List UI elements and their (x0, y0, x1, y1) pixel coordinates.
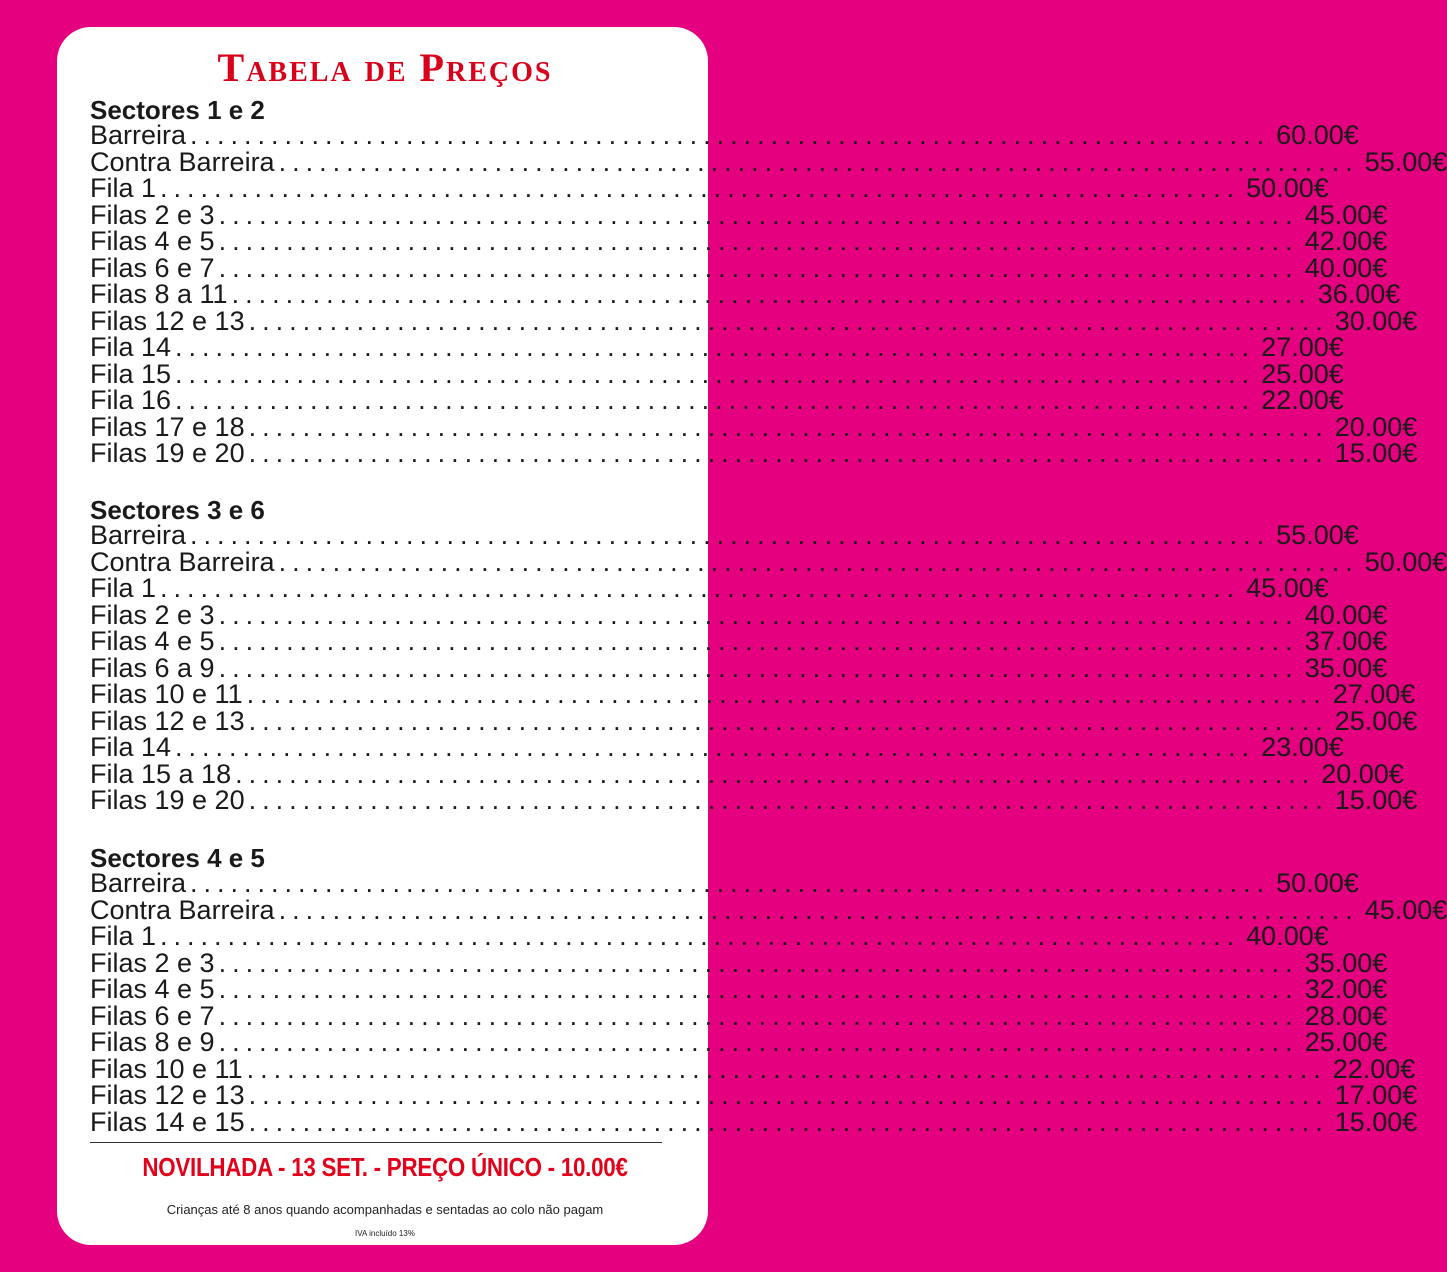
row-label: Filas 6 e 7 (90, 1000, 215, 1031)
row-price: 22.00€ (1261, 385, 1344, 415)
price-row (90, 1000, 1388, 1031)
row-label: Filas 12 e 13 (90, 705, 245, 736)
row-price: 35.00€ (1304, 652, 1388, 683)
row-label: Filas 6 e 7 (90, 252, 215, 283)
price-row (90, 947, 1388, 978)
row-price: 60.00€ (1276, 120, 1359, 150)
row-price: 55.00€ (1276, 520, 1359, 550)
row-label: Filas 6 a 9 (90, 652, 215, 683)
price-row (90, 705, 1418, 736)
price-row (90, 626, 1388, 656)
price-row (90, 1106, 1418, 1137)
dot-leader: ................................................................................ (218, 599, 1299, 630)
dot-leader: ................................................................................ (190, 520, 1271, 550)
row-label: Filas 2 e 3 (90, 947, 215, 978)
row-label: Filas 8 a 11 (90, 279, 228, 309)
price-row (90, 921, 1329, 951)
row-label: Filas 19 e 20 (90, 785, 245, 815)
row-price: 15.00€ (1334, 1106, 1418, 1137)
dot-leader: ................................................................................ (218, 1027, 1299, 1057)
price-row (90, 332, 1344, 362)
row-label: Filas 14 e 15 (90, 1106, 245, 1137)
row-label: Filas 17 e 18 (90, 411, 245, 442)
row-label: Filas 8 e 9 (90, 1027, 215, 1057)
price-row (90, 279, 1401, 309)
row-price: 15.00€ (1334, 438, 1418, 468)
row-price: 15.00€ (1334, 785, 1418, 815)
price-row (90, 438, 1418, 468)
price-row (90, 546, 1447, 577)
dot-leader: ................................................................................ (160, 573, 1241, 603)
row-label: Filas 2 e 3 (90, 599, 215, 630)
dot-leader: ................................................................................ (248, 305, 1329, 336)
dot-leader: ................................................................................ (190, 868, 1271, 898)
row-label: Filas 19 e 20 (90, 438, 245, 468)
row-label: Barreira (90, 520, 187, 550)
price-row (90, 894, 1447, 925)
price-row (90, 226, 1388, 256)
dot-leader: ................................................................................ (175, 385, 1256, 415)
row-label: Filas 10 e 11 (90, 1053, 243, 1084)
children-note: Crianças até 8 anos quando acompanhadas e sentadas ao colo não pagam (166, 1202, 604, 1217)
price-row (90, 679, 1416, 709)
section-heading: Sectores 4 e 5 (90, 843, 265, 873)
tax-note: IVA incluído 13% (355, 1229, 415, 1238)
price-row (90, 758, 1404, 789)
row-price: 35.00€ (1304, 947, 1388, 978)
dot-leader: ................................................................................ (248, 1106, 1329, 1137)
row-price: 25.00€ (1304, 1027, 1388, 1057)
row-label: Barreira (90, 868, 187, 898)
price-row (90, 868, 1359, 898)
row-label: Fila 1 (90, 921, 157, 951)
dot-leader: ................................................................................ (248, 1080, 1329, 1110)
dot-leader: ................................................................................ (248, 411, 1329, 442)
dot-leader: ................................................................................ (218, 974, 1299, 1004)
dot-leader: ................................................................................ (278, 146, 1359, 177)
row-price: 36.00€ (1317, 279, 1401, 309)
row-label: Contra Barreira (90, 146, 275, 177)
row-price: 30.00€ (1334, 305, 1418, 336)
dot-leader: ................................................................................ (190, 120, 1271, 150)
row-label: Fila 1 (90, 173, 157, 203)
row-price: 50.00€ (1276, 868, 1359, 898)
row-price: 25.00€ (1261, 358, 1344, 389)
row-price: 32.00€ (1304, 974, 1388, 1004)
row-price: 37.00€ (1304, 626, 1388, 656)
dot-leader: ................................................................................ (160, 921, 1241, 951)
row-label: Filas 12 e 13 (90, 305, 245, 336)
row-price: 45.00€ (1364, 894, 1447, 925)
row-label: Fila 15 a 18 (90, 758, 232, 789)
dot-leader: ................................................................................ (278, 546, 1359, 577)
dot-leader: ................................................................................ (175, 358, 1256, 389)
price-row (90, 652, 1388, 683)
dot-leader: ................................................................................ (246, 679, 1327, 709)
row-price: 45.00€ (1304, 199, 1388, 230)
row-price: 45.00€ (1246, 573, 1329, 603)
dot-leader: ................................................................................ (218, 252, 1299, 283)
dot-leader: ................................................................................ (218, 652, 1299, 683)
dot-leader: ................................................................................ (248, 705, 1329, 736)
promo-banner: NOVILHADA - 13 SET. - PREÇO ÚNICO - 10.00€ (142, 1152, 628, 1182)
price-row (90, 732, 1344, 762)
dot-leader: ................................................................................ (218, 947, 1299, 978)
price-row (90, 785, 1418, 815)
row-label: Filas 4 e 5 (90, 226, 215, 256)
row-price: 55.00€ (1364, 146, 1447, 177)
row-label: Barreira (90, 120, 187, 150)
row-price: 27.00€ (1261, 332, 1344, 362)
price-row (90, 385, 1344, 415)
row-price: 40.00€ (1246, 921, 1329, 951)
row-price: 23.00€ (1261, 732, 1344, 762)
section-heading: Sectores 3 e 6 (90, 495, 265, 525)
row-label: Fila 14 (90, 332, 172, 362)
price-row (90, 411, 1418, 442)
row-price: 22.00€ (1332, 1053, 1416, 1084)
row-label: Filas 12 e 13 (90, 1080, 245, 1110)
price-row (90, 599, 1388, 630)
row-label: Filas 4 e 5 (90, 626, 215, 656)
row-price: 40.00€ (1304, 599, 1388, 630)
price-row (90, 252, 1388, 283)
price-row (90, 358, 1344, 389)
price-row (90, 974, 1388, 1004)
price-row (90, 1027, 1388, 1057)
row-label: Fila 14 (90, 732, 172, 762)
price-row (90, 199, 1388, 230)
row-price: 17.00€ (1334, 1080, 1418, 1110)
row-price: 50.00€ (1246, 173, 1329, 203)
dot-leader: ................................................................................ (175, 732, 1256, 762)
row-price: 27.00€ (1332, 679, 1416, 709)
row-label: Filas 10 e 11 (90, 679, 243, 709)
row-price: 50.00€ (1364, 546, 1447, 577)
price-row (90, 120, 1359, 150)
dot-leader: ................................................................................ (248, 438, 1329, 468)
dot-leader: ................................................................................ (218, 626, 1299, 656)
row-label: Fila 15 (90, 358, 172, 389)
page-title: Tabela de Preços (217, 45, 553, 90)
dot-leader: ................................................................................ (218, 226, 1299, 256)
dot-leader: ................................................................................ (231, 279, 1312, 309)
row-label: Contra Barreira (90, 546, 275, 577)
row-price: 28.00€ (1304, 1000, 1388, 1031)
price-row (90, 1080, 1418, 1110)
price-row (90, 146, 1447, 177)
price-row (90, 1053, 1416, 1084)
row-label: Fila 1 (90, 573, 157, 603)
dot-leader: ................................................................................ (235, 758, 1316, 789)
row-price: 42.00€ (1304, 226, 1388, 256)
dot-leader: ................................................................................ (246, 1053, 1327, 1084)
dot-leader: ................................................................................ (248, 785, 1329, 815)
price-row (90, 305, 1418, 336)
divider (90, 1142, 662, 1143)
dot-leader: ................................................................................ (175, 332, 1256, 362)
row-price: 25.00€ (1334, 705, 1418, 736)
row-price: 40.00€ (1304, 252, 1388, 283)
dot-leader: ................................................................................ (218, 199, 1299, 230)
row-price: 20.00€ (1321, 758, 1404, 789)
price-row (90, 520, 1359, 550)
dot-leader: ................................................................................ (160, 173, 1241, 203)
row-price: 20.00€ (1334, 411, 1418, 442)
row-label: Contra Barreira (90, 894, 275, 925)
price-row (90, 173, 1329, 203)
row-label: Filas 4 e 5 (90, 974, 215, 1004)
row-label: Filas 2 e 3 (90, 199, 215, 230)
row-label: Fila 16 (90, 385, 172, 415)
price-row (90, 573, 1329, 603)
dot-leader: ................................................................................ (218, 1000, 1299, 1031)
dot-leader: ................................................................................ (278, 894, 1359, 925)
section-heading: Sectores 1 e 2 (90, 95, 265, 125)
